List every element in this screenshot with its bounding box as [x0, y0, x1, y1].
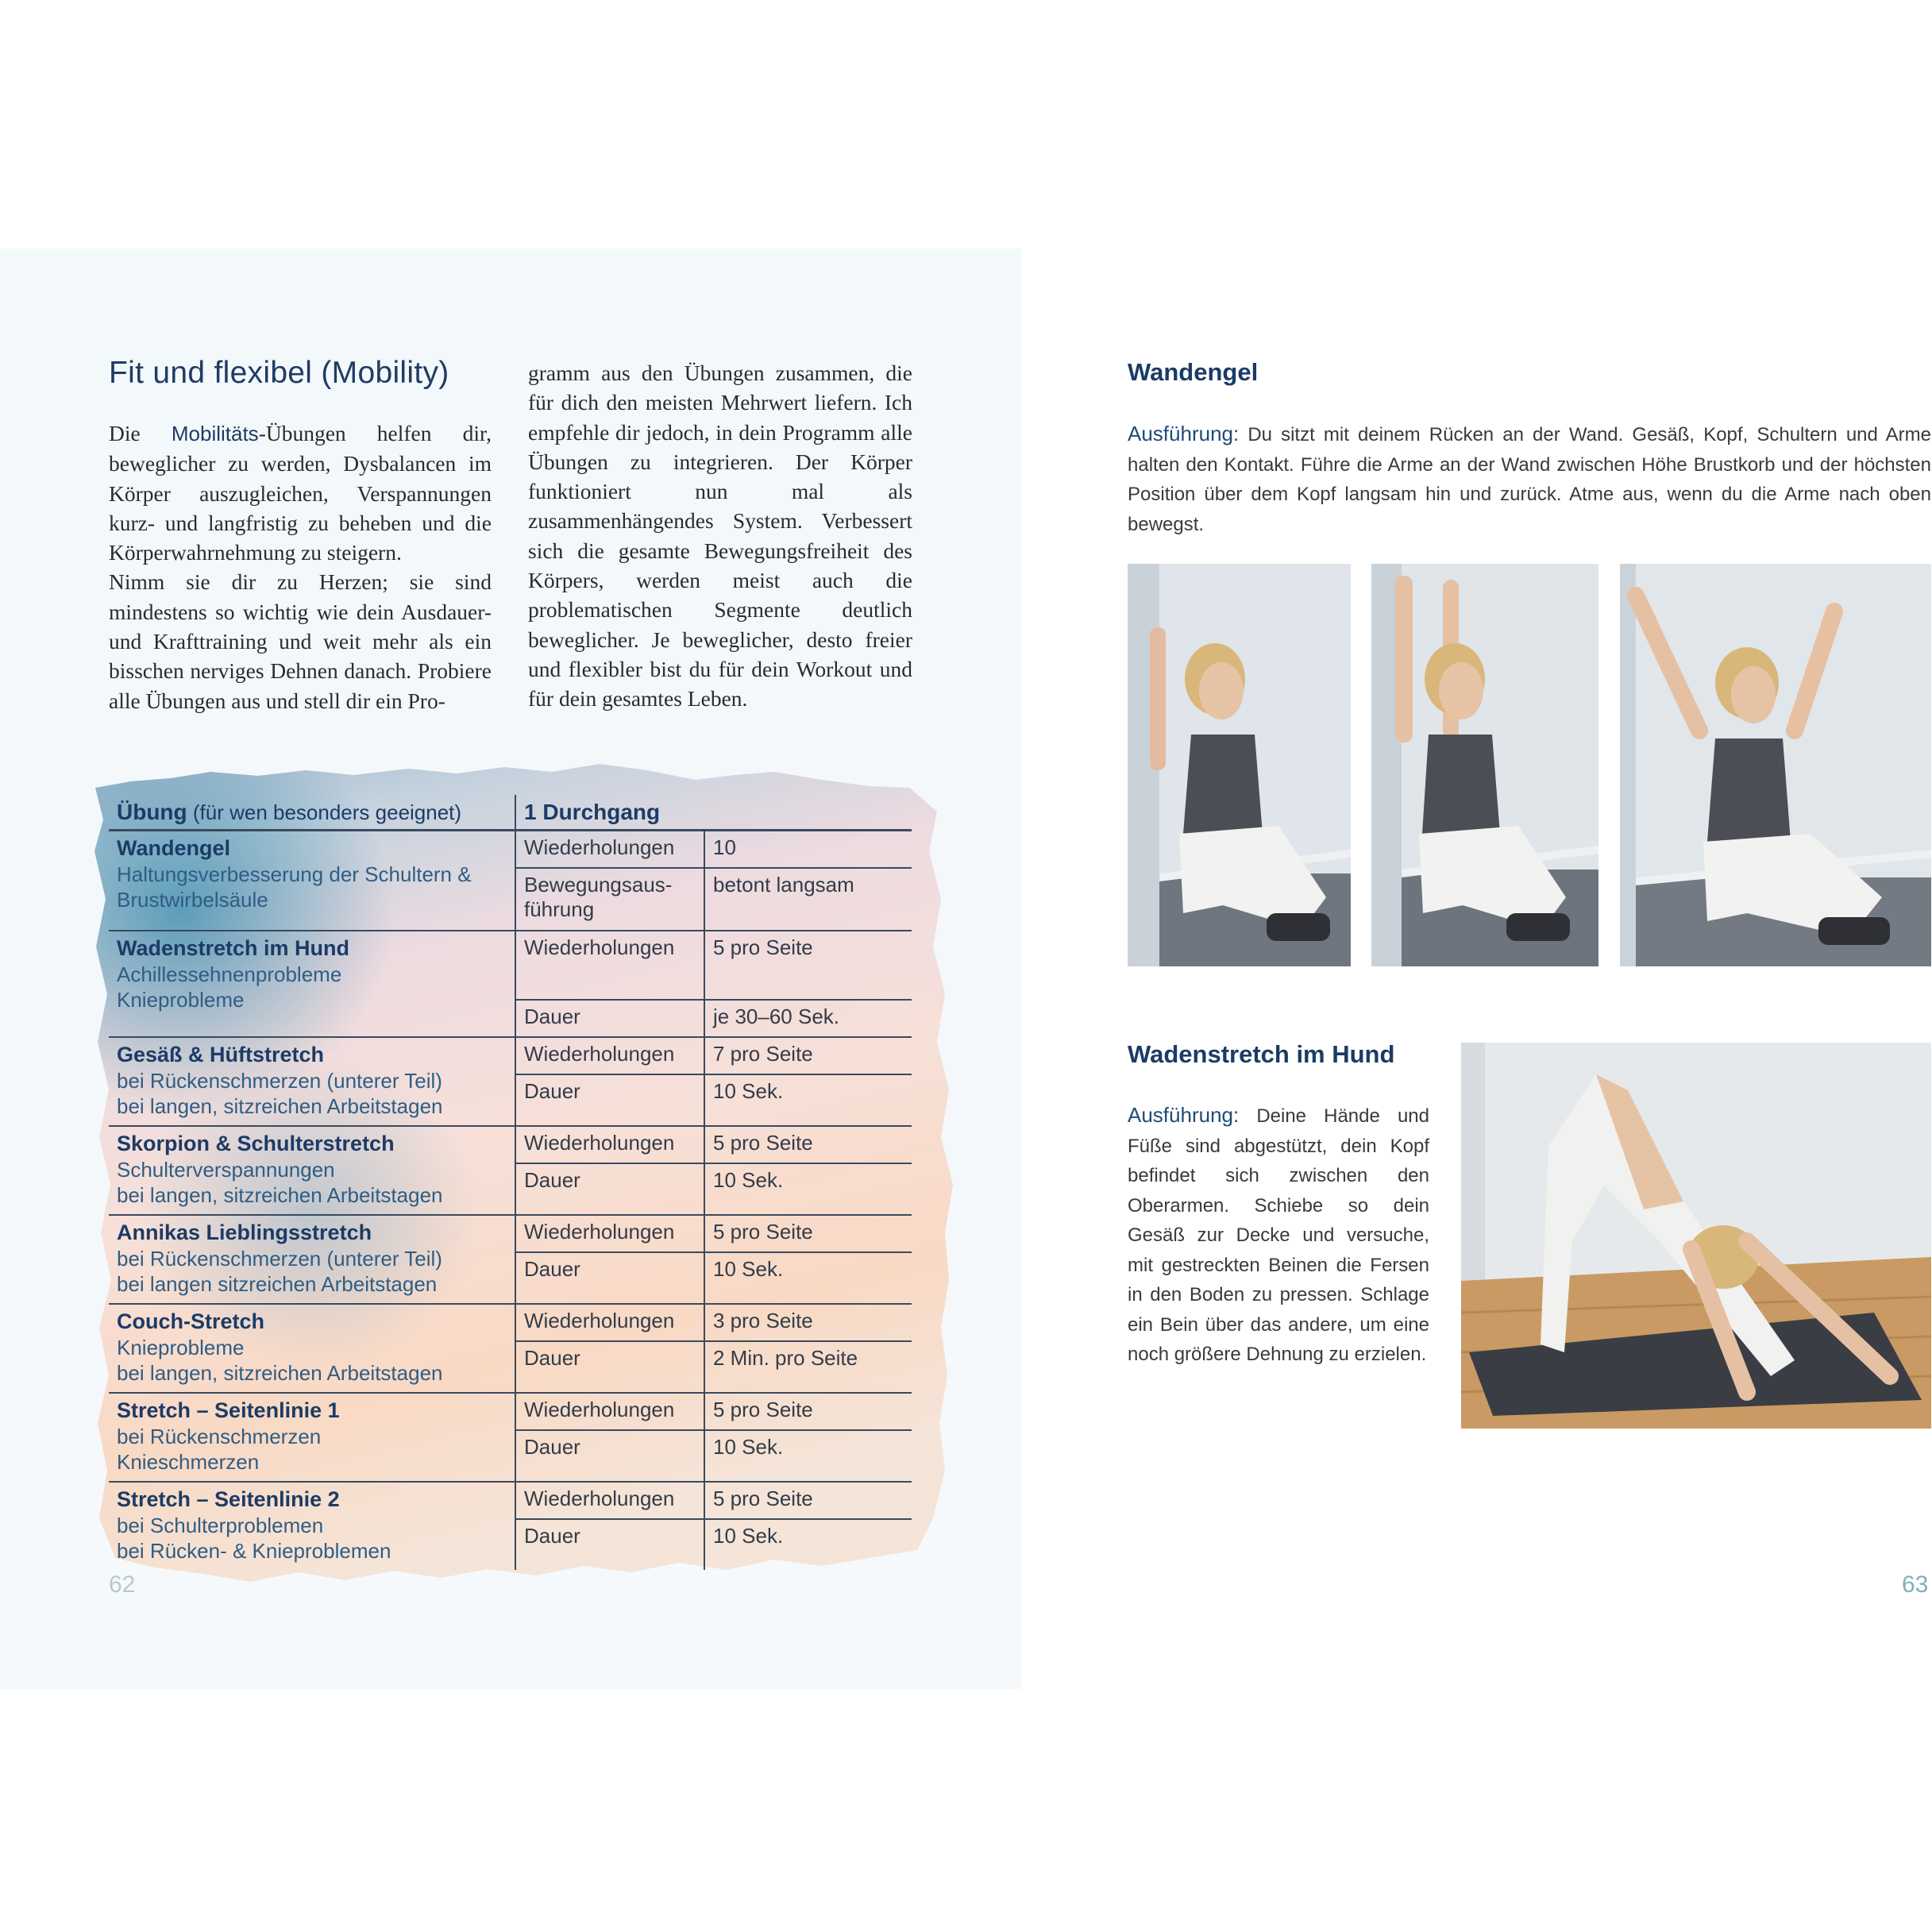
page-number-left: 62 [109, 1571, 136, 1598]
exercise-indication: Achillessehnenprobleme [117, 962, 342, 986]
table-row [109, 1037, 912, 1074]
param-key: Dauer [515, 1430, 704, 1482]
exercise-indication: bei Rückenschmerzen [117, 1425, 322, 1448]
exercise-name: Wadenstretch im Hund [117, 936, 350, 960]
wandengel-description: Ausführung: Du sitzt mit deinem Rücken an der Wand. Gesäß, Kopf, Schultern und Arme halten den Kontakt. Führe die Arme an der Wand zwischen Höhe Brustkorb und der höchsten Position über dem Kopf langsam hin und zurück. Atme aus, wenn du die Arme nach oben bewegst. [1128, 422, 1931, 535]
wandengel-label: Ausführung: [1128, 422, 1240, 445]
param-key: Dauer [515, 1341, 704, 1393]
param-value: betont langsam [704, 868, 912, 931]
exercise-indication: Knieprobleme [117, 988, 245, 1012]
wandengel-title: Wandengel [1128, 358, 1259, 386]
exercise-indication: bei langen sitzreichen Arbeitstagen [117, 1272, 438, 1296]
exercise-indication: bei Rückenschmerzen (unterer Teil) [117, 1069, 442, 1093]
table-header-round: 1 Durchgang [515, 795, 912, 831]
table-row [109, 931, 912, 1000]
exercise-indication: Brustwirbelsäule [117, 888, 268, 912]
param-key: Wiederholungen [515, 1393, 704, 1430]
exercise-indication: Knieschmerzen [117, 1450, 260, 1474]
exercise-cell [109, 831, 515, 931]
exercise-name: Annikas Lieblingsstretch [117, 1221, 372, 1244]
exercise-indication: Schulterverspannungen [117, 1158, 335, 1182]
intro-column-1 [109, 418, 492, 715]
param-key: Wiederholungen [515, 831, 704, 869]
param-key: Wiederholungen [515, 1482, 704, 1519]
param-key: Wiederholungen [515, 931, 704, 1000]
exercise-indication: bei langen, sitzreichen Arbeitstagen [117, 1361, 443, 1385]
table-row [109, 1304, 912, 1341]
param-value: je 30–60 Sek. [704, 1000, 912, 1037]
param-key: Wiederholungen [515, 1037, 704, 1074]
intro-paragraph-2: Nimm sie dir zu Herzen; sie sind mindestens so wichtig wie dein Ausdauer- und Krafttraining und weit mehr als ein bisschen nerviges Dehnen danach. Probiere alle Übungen aus und stell dir ein Pro- [109, 569, 492, 713]
exercise-cell [109, 1126, 515, 1215]
intro-paragraph-1: Die Mobilitäts-Übungen helfen dir, beweglicher zu werden, Dysbalancen im Körper auszugleichen, Verspannungen kurz- und langfristig zu beheben und die Körperwahrnehmung zu steigern. [109, 421, 492, 565]
param-key: Dauer [515, 1519, 704, 1570]
exercise-name: Wandengel [117, 836, 231, 860]
param-value: 10 Sek. [704, 1074, 912, 1126]
param-key: Dauer [515, 1000, 704, 1037]
param-key: Bewegungsaus-führung [515, 868, 704, 931]
exercise-name: Stretch – Seitenlinie 1 [117, 1398, 340, 1422]
param-value: 5 pro Seite [704, 1482, 912, 1519]
table-row [109, 1126, 912, 1163]
exercise-cell [109, 1304, 515, 1393]
exercise-name: Skorpion & Schulterstretch [117, 1132, 395, 1155]
exercise-name: Gesäß & Hüftstretch [117, 1043, 325, 1066]
table-header-exercise: Übung (für wen besonders geeignet) [109, 795, 515, 831]
exercise-cell [109, 931, 515, 1037]
exercise-indication: bei Rücken- & Knieproblemen [117, 1539, 391, 1563]
exercise-name: Couch-Stretch [117, 1309, 265, 1333]
param-key: Dauer [515, 1163, 704, 1215]
table-header-row [109, 795, 912, 831]
exercise-table [109, 795, 912, 1570]
intro-column-2 [528, 358, 912, 714]
wadenstretch-title: Wadenstretch im Hund [1128, 1040, 1395, 1068]
param-value: 10 Sek. [704, 1430, 912, 1482]
param-value: 5 pro Seite [704, 1393, 912, 1430]
mobility-accent-word: Mobilitäts [171, 422, 259, 445]
param-key: Wiederholungen [515, 1215, 704, 1252]
table-row [109, 1215, 912, 1252]
param-key: Wiederholungen [515, 1126, 704, 1163]
param-value: 5 pro Seite [704, 931, 912, 1000]
table-row [109, 831, 912, 869]
param-value: 7 pro Seite [704, 1037, 912, 1074]
exercise-indication: bei Schulterproblemen [117, 1514, 324, 1537]
param-value: 3 pro Seite [704, 1304, 912, 1341]
page-number-right: 63 [1902, 1571, 1929, 1598]
param-key: Dauer [515, 1074, 704, 1126]
param-value: 5 pro Seite [704, 1126, 912, 1163]
param-value: 10 Sek. [704, 1163, 912, 1215]
param-value: 10 Sek. [704, 1519, 912, 1570]
table-body [109, 831, 912, 1571]
param-key: Dauer [515, 1252, 704, 1304]
param-key: Wiederholungen [515, 1304, 704, 1341]
intro-paragraph-3: gramm aus den Übungen zusammen, die für dich den meisten Mehrwert liefern. Ich empfehle dir jedoch, in dein Programm alle Übungen zu integrieren. Der Körper funktioniert nun mal als zusammenhängendes System. Verbessert sich die gesamte Bewegungsfreiheit des Körpers, werden meist auch die problematischen Segmente deutlich beweglicher. Je beweglicher, desto freier und flexibler bist du für dein Workout und für dein gesamtes Leben. [528, 361, 912, 711]
exercise-name: Stretch – Seitenlinie 2 [117, 1487, 340, 1511]
table-row [109, 1393, 912, 1430]
param-value: 10 [713, 835, 736, 859]
exercise-cell [109, 1482, 515, 1570]
param-value: 5 pro Seite [704, 1215, 912, 1252]
exercise-indication: bei langen, sitzreichen Arbeitstagen [117, 1183, 443, 1207]
exercise-indication: bei Rückenschmerzen (unterer Teil) [117, 1247, 442, 1271]
wadenstretch-description: Ausführung: Deine Hände und Füße sind abgestützt, dein Kopf befindet sich zwischen den Oberarmen. Schiebe so dein Gesäß zur Decke und versuche, mit gestreckten Beinen die Fersen in den Boden zu pressen. Schlage ein Bein über das andere, um eine noch größere Dehnung zu erzielen. [1128, 1103, 1429, 1365]
exercise-cell [109, 1037, 515, 1126]
wandengel-photo-2 [1371, 564, 1598, 966]
param-value: 2 Min. pro Seite [704, 1341, 912, 1393]
wandengel-photo-3 [1620, 564, 1931, 966]
wadenstretch-photo [1461, 1043, 1931, 1429]
wadenstretch-label: Ausführung: [1128, 1103, 1240, 1127]
table-row [109, 1482, 912, 1519]
exercise-indication: bei langen, sitzreichen Arbeitstagen [117, 1094, 443, 1118]
exercise-indication: Knieprobleme [117, 1336, 245, 1359]
param-value: 10 Sek. [704, 1252, 912, 1304]
wandengel-photo-1 [1128, 564, 1351, 966]
exercise-cell [109, 1215, 515, 1304]
exercise-cell [109, 1393, 515, 1482]
page-heading: Fit und flexibel (Mobility) [109, 356, 449, 390]
exercise-indication: Haltungsverbesserung der Schultern & [117, 862, 472, 886]
